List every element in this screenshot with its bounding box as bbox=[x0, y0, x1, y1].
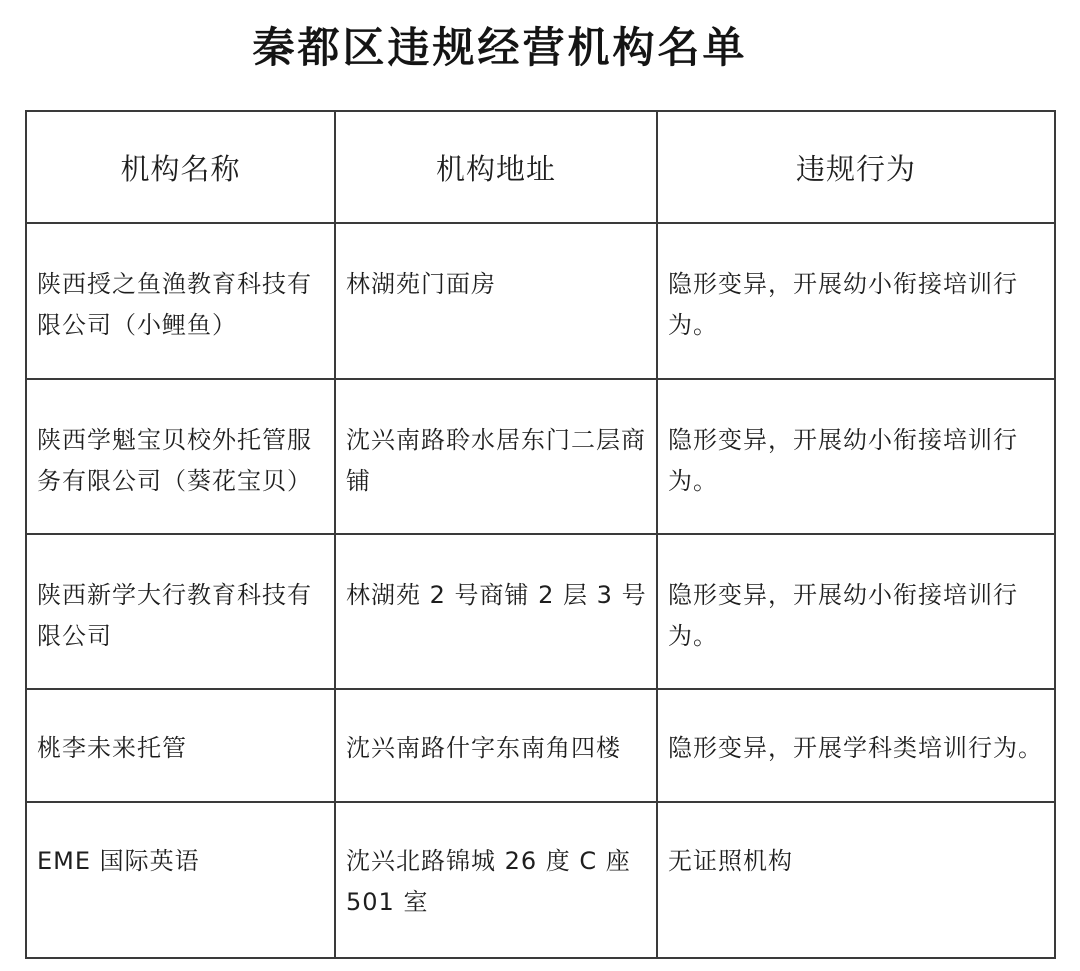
cell-address bbox=[335, 379, 657, 534]
page-title: 秦都区违规经营机构名单 bbox=[252, 23, 748, 72]
cell-violation-text: 隐形变异，开展学科类培训行为。 bbox=[668, 734, 1043, 762]
cell-address-text: 沈兴南路什字东南角四楼 bbox=[346, 734, 621, 762]
cell-name-text: 陕西新学大行教育科技有限公司 bbox=[37, 581, 312, 650]
cell-address bbox=[335, 534, 657, 689]
column-header-address: 机构地址 bbox=[335, 111, 657, 223]
violation-table bbox=[25, 110, 1056, 959]
table-header-row bbox=[26, 111, 1055, 223]
column-header-name: 机构名称 bbox=[26, 111, 335, 223]
cell-address-text: 沈兴北路锦城 26 度 C 座 501 室 bbox=[346, 847, 631, 916]
cell-address bbox=[335, 689, 657, 802]
cell-address bbox=[335, 802, 657, 958]
cell-violation bbox=[657, 379, 1055, 534]
cell-name bbox=[26, 534, 335, 689]
column-header-violation: 违规行为 bbox=[657, 111, 1055, 223]
cell-name-text: 陕西学魁宝贝校外托管服务有限公司（葵花宝贝） bbox=[37, 426, 312, 495]
cell-violation bbox=[657, 689, 1055, 802]
cell-violation bbox=[657, 802, 1055, 958]
cell-violation-text: 无证照机构 bbox=[668, 847, 793, 875]
table-row bbox=[26, 802, 1055, 958]
cell-violation-text: 隐形变异，开展幼小衔接培训行为。 bbox=[668, 581, 1018, 650]
cell-name-text: 桃李未来托管 bbox=[37, 734, 187, 762]
cell-name-text: EME 国际英语 bbox=[37, 847, 200, 875]
cell-name bbox=[26, 689, 335, 802]
table-row bbox=[26, 534, 1055, 689]
cell-violation-text: 隐形变异，开展幼小衔接培训行为。 bbox=[668, 426, 1018, 495]
table-row bbox=[26, 223, 1055, 379]
cell-name bbox=[26, 379, 335, 534]
cell-violation bbox=[657, 223, 1055, 379]
cell-name bbox=[26, 223, 335, 379]
cell-name bbox=[26, 802, 335, 958]
table-row bbox=[26, 379, 1055, 534]
cell-address-text: 林湖苑 2 号商铺 2 层 3 号 bbox=[346, 581, 647, 609]
cell-name-text: 陕西授之鱼渔教育科技有限公司（小鲤鱼） bbox=[37, 270, 312, 339]
table-row bbox=[26, 689, 1055, 802]
cell-address-text: 林湖苑门面房 bbox=[346, 270, 496, 298]
cell-address-text: 沈兴南路聆水居东门二层商铺 bbox=[346, 426, 646, 495]
cell-address bbox=[335, 223, 657, 379]
cell-violation bbox=[657, 534, 1055, 689]
cell-violation-text: 隐形变异，开展幼小衔接培训行为。 bbox=[668, 270, 1018, 339]
